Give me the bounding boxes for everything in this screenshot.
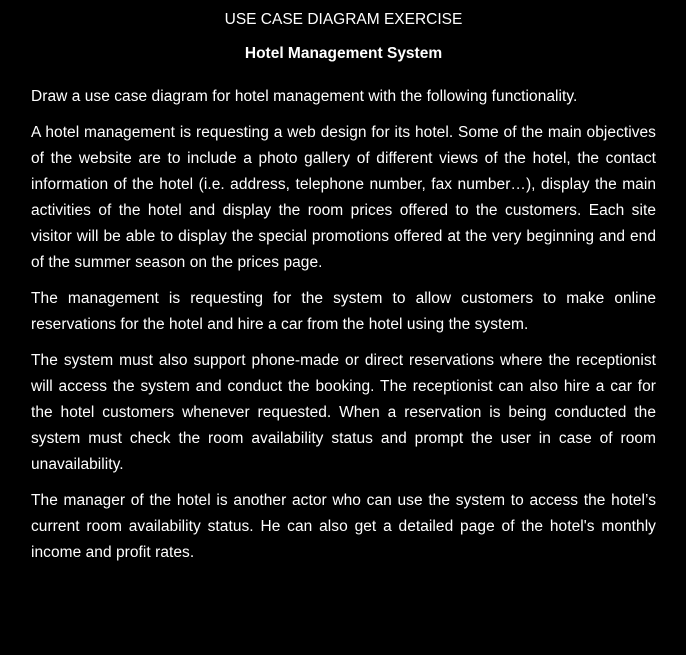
document-subtitle: Hotel Management System: [244, 45, 443, 62]
paragraph-receptionist: The system must also support phone-made or direct reservations where the receptionist will access the system and conduct the booking. The receptionist can also hire a car for the hotel customers whenever requested. When a reservation is being conducted the system must check the room availability status and prompt the user in case of room unavailability.: [31, 352, 656, 473]
paragraph-instruction: Draw a use case diagram for hotel management with the following functionality.: [31, 88, 578, 105]
paragraph-online-reservations: The management is requesting for the system to allow customers to make online reservations for the hotel and hire a car from the hotel using the system.: [31, 290, 656, 333]
paragraph-website-requirements: A hotel management is requesting a web design for its hotel. Some of the main objectives of the website are to include a photo gallery of different views of the hotel, the contact information of the hotel (i.e. address, telephone number, fax number…), display the main activities of the hotel and display the room prices offered to the customers. Each site visitor will be able to display the special promotions offered at the very beginning and end of the summer season on the prices page.: [31, 124, 656, 271]
document-title: USE CASE DIAGRAM EXERCISE: [224, 11, 463, 28]
paragraph-manager: The manager of the hotel is another actor who can use the system to access the hotel’s current room availability status. He can also get a detailed page of the hotel's monthly income and profit rates.: [31, 492, 656, 561]
